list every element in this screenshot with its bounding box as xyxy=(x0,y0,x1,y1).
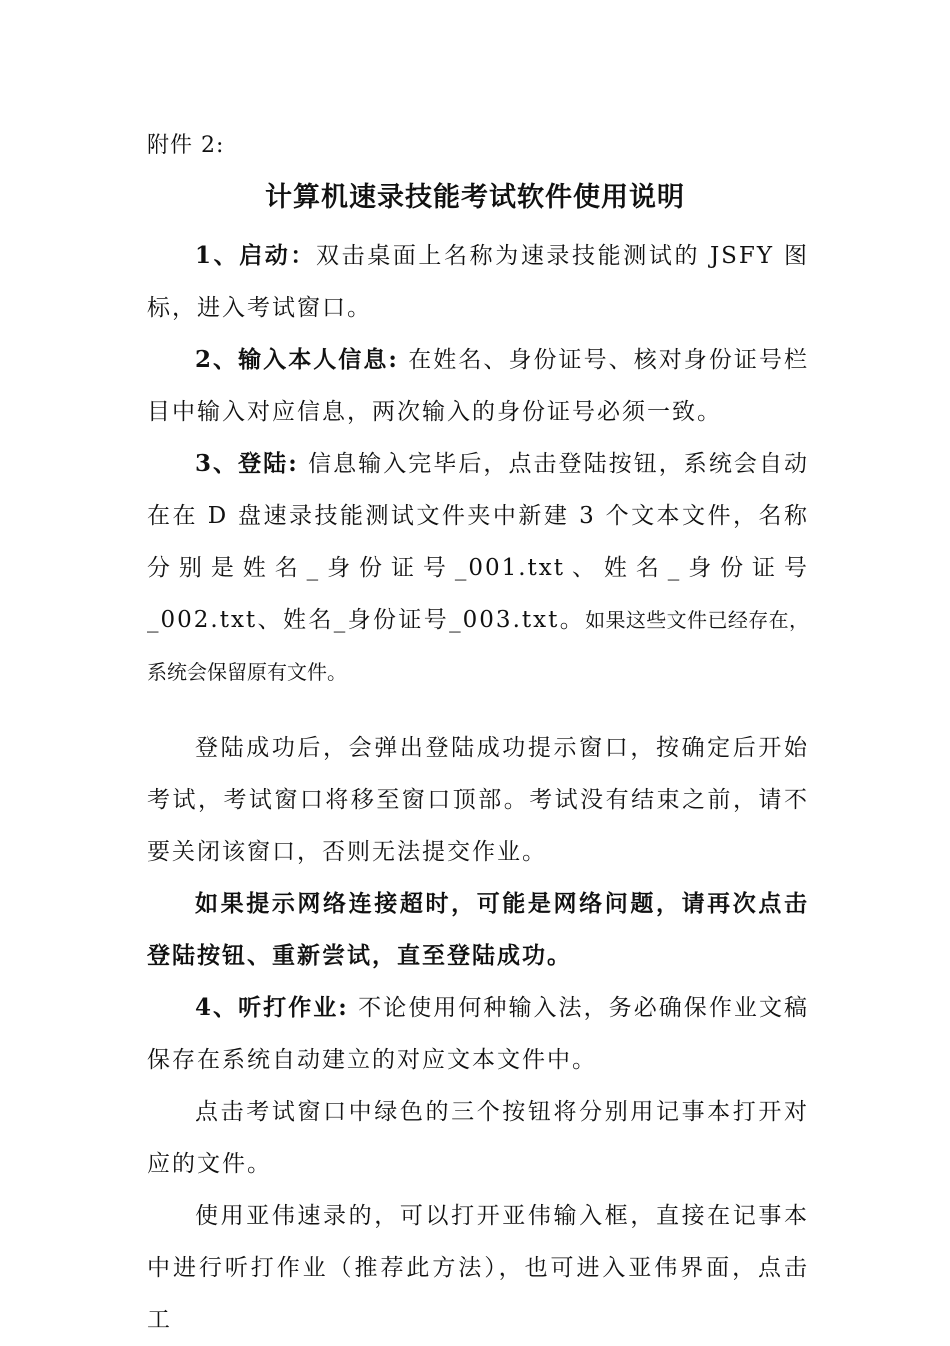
section-dictation xyxy=(147,982,809,1086)
section-login-tail: 如果这些文件已经存在，系统会保留原有文件。 xyxy=(147,608,809,684)
document-title: 计算机速录技能考试软件使用说明 xyxy=(265,182,685,213)
section-login-text: 信息输入完毕后，点击登陆按钮，系统会自动在在 D 盘速录技能测试文件夹中新建 3 个文本文件，名称分别是姓名_身份证号_001.txt、姓名_身份证号_002.txt、姓名_身份证号_003.txt。 xyxy=(147,451,810,633)
login-success-paragraph: 登陆成功后，会弹出登陆成功提示窗口，按确定后开始考试，考试窗口将移至窗口顶部。考试没有结束之前，请不要关闭该窗口，否则无法提交作业。 xyxy=(147,735,809,865)
document-body xyxy=(147,230,809,1346)
section-personal-info xyxy=(147,334,809,438)
section-startup-heading: 1、启动： xyxy=(195,242,317,269)
yawei-paragraph: 使用亚伟速录的，可以打开亚伟输入框，直接在记事本中进行听打作业（推荐此方法），也可进入亚伟界面，点击工 xyxy=(147,1203,809,1333)
section-dictation-text: 不论使用何种输入法，务必确保作业文稿保存在系统自动建立的对应文本文件中。 xyxy=(147,995,809,1073)
timeout-note-paragraph: 如果提示网络连接超时，可能是网络问题，请再次点击登陆按钮、重新尝试，直至登陆成功。 xyxy=(147,890,809,969)
section-startup-text: 双击桌面上名称为速录技能测试的 JSFY 图标，进入考试窗口。 xyxy=(147,243,809,321)
attachment-label: 附件 2: xyxy=(147,133,225,158)
section-startup xyxy=(147,230,809,334)
section-login xyxy=(147,438,809,698)
section-login-heading: 3、登陆: xyxy=(195,450,299,477)
green-buttons-paragraph: 点击考试窗口中绿色的三个按钮将分别用记事本打开对应的文件。 xyxy=(147,1099,809,1177)
section-personal-info-text: 在姓名、身份证号、核对身份证号栏目中输入对应信息，两次输入的身份证号必须一致。 xyxy=(147,347,809,425)
section-dictation-heading: 4、听打作业: xyxy=(195,994,349,1021)
section-personal-info-heading: 2、输入本人信息: xyxy=(195,346,399,373)
